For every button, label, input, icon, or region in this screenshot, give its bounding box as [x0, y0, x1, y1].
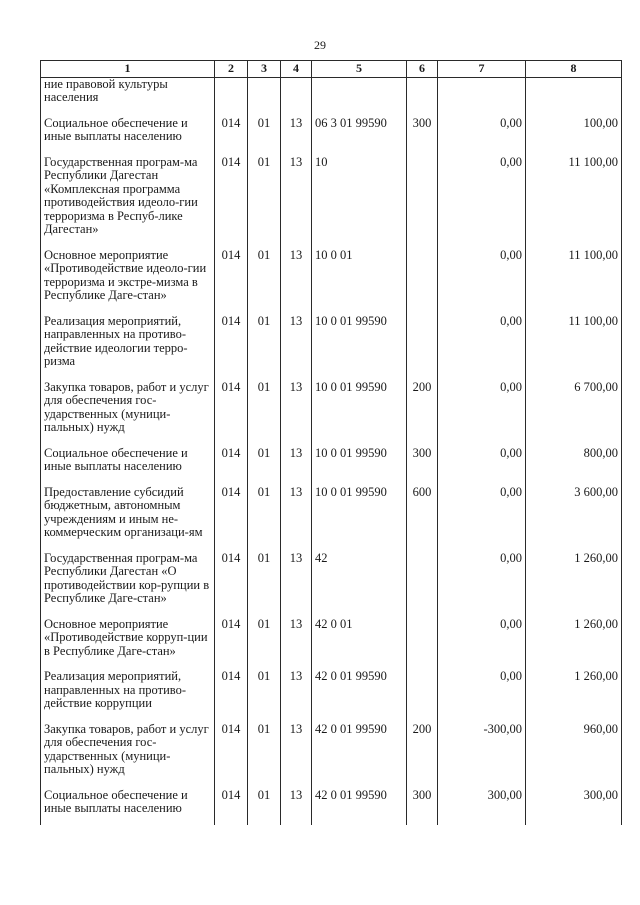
table-row: [41, 114, 622, 153]
amount-total: 11 100,00: [526, 153, 622, 246]
code-section: 01: [248, 378, 281, 444]
amount-change: 0,00: [438, 483, 526, 549]
code-section: [248, 77, 281, 114]
code-expense-type: [407, 667, 438, 720]
code-section: 01: [248, 667, 281, 720]
code-target-article: 42 0 01 99590: [312, 667, 407, 720]
amount-change: 0,00: [438, 246, 526, 312]
code-ministry: 014: [215, 114, 248, 153]
amount-total: 1 260,00: [526, 615, 622, 668]
amount-change: 0,00: [438, 312, 526, 378]
code-expense-type: [407, 549, 438, 615]
amount-change: 0,00: [438, 549, 526, 615]
amount-total: 100,00: [526, 114, 622, 153]
amount-change: 0,00: [438, 114, 526, 153]
code-subsection: 13: [281, 786, 312, 825]
code-ministry: 014: [215, 312, 248, 378]
column-header: 2: [215, 61, 248, 78]
amount-change: 0,00: [438, 615, 526, 668]
code-expense-type: [407, 153, 438, 246]
amount-total: 800,00: [526, 444, 622, 483]
code-target-article: 42 0 01 99590: [312, 786, 407, 825]
table-row: [41, 615, 622, 668]
code-target-article: 06 3 01 99590: [312, 114, 407, 153]
code-subsection: 13: [281, 667, 312, 720]
column-header: 1: [41, 61, 215, 78]
code-subsection: 13: [281, 312, 312, 378]
column-header: 6: [407, 61, 438, 78]
row-label: Реализация мероприятий, направленных на противо-действие идеологии терро-ризма: [41, 312, 215, 378]
row-label: Закупка товаров, работ и услуг для обеспечения гос-ударственных (муници-пальных) нужд: [41, 378, 215, 444]
amount-total: 300,00: [526, 786, 622, 825]
row-label: Социальное обеспечение и иные выплаты населению: [41, 114, 215, 153]
row-label: Закупка товаров, работ и услуг для обеспечения гос-ударственных (муници-пальных) нужд: [41, 720, 215, 786]
code-section: 01: [248, 246, 281, 312]
amount-total: 6 700,00: [526, 378, 622, 444]
table-header-row: [41, 61, 622, 78]
code-expense-type: [407, 246, 438, 312]
code-section: 01: [248, 153, 281, 246]
code-expense-type: 300: [407, 786, 438, 825]
code-target-article: [312, 77, 407, 114]
code-subsection: 13: [281, 483, 312, 549]
table-row: [41, 720, 622, 786]
code-subsection: 13: [281, 549, 312, 615]
table-row: [41, 246, 622, 312]
code-ministry: 014: [215, 483, 248, 549]
amount-total: [526, 77, 622, 114]
column-header: 8: [526, 61, 622, 78]
code-target-article: 10 0 01 99590: [312, 444, 407, 483]
code-subsection: 13: [281, 378, 312, 444]
table-row: [41, 444, 622, 483]
column-header: 5: [312, 61, 407, 78]
code-ministry: 014: [215, 786, 248, 825]
amount-total: 1 260,00: [526, 667, 622, 720]
code-ministry: 014: [215, 153, 248, 246]
code-ministry: 014: [215, 378, 248, 444]
code-target-article: 10 0 01: [312, 246, 407, 312]
code-ministry: 014: [215, 667, 248, 720]
code-section: 01: [248, 114, 281, 153]
column-header: 7: [438, 61, 526, 78]
amount-total: 960,00: [526, 720, 622, 786]
code-target-article: 42 0 01: [312, 615, 407, 668]
code-expense-type: 300: [407, 444, 438, 483]
amount-change: 0,00: [438, 444, 526, 483]
code-expense-type: [407, 77, 438, 114]
code-section: 01: [248, 549, 281, 615]
table-row: [41, 549, 622, 615]
code-target-article: 10 0 01 99590: [312, 483, 407, 549]
code-subsection: 13: [281, 720, 312, 786]
page-number: 29: [314, 38, 326, 52]
row-label: Основное мероприятие «Противодействие идеоло-гии терроризма и экстре-мизма в Республике Даге-стан»: [41, 246, 215, 312]
code-target-article: 10 0 01 99590: [312, 312, 407, 378]
table-row: [41, 312, 622, 378]
amount-total: 1 260,00: [526, 549, 622, 615]
row-label: Основное мероприятие «Противодействие корруп-ции в Республике Даге-стан»: [41, 615, 215, 668]
amount-total: 11 100,00: [526, 312, 622, 378]
code-section: 01: [248, 786, 281, 825]
table-row: [41, 378, 622, 444]
code-ministry: 014: [215, 615, 248, 668]
code-section: 01: [248, 483, 281, 549]
row-label: Государственная програм-ма Республики Дагестан «Комплексная программа противодействия идеоло-гии терроризма в Респуб-лике Дагестан»: [41, 153, 215, 246]
table-row: [41, 667, 622, 720]
code-expense-type: 200: [407, 378, 438, 444]
code-section: 01: [248, 312, 281, 378]
code-target-article: 10 0 01 99590: [312, 378, 407, 444]
code-subsection: [281, 77, 312, 114]
code-target-article: 42: [312, 549, 407, 615]
code-target-article: 42 0 01 99590: [312, 720, 407, 786]
table-row: [41, 153, 622, 246]
column-header: 4: [281, 61, 312, 78]
code-expense-type: 200: [407, 720, 438, 786]
code-section: 01: [248, 720, 281, 786]
table-row: [41, 786, 622, 825]
code-subsection: 13: [281, 615, 312, 668]
code-ministry: 014: [215, 549, 248, 615]
row-label: ние правовой культуры населения: [41, 77, 215, 114]
amount-change: 300,00: [438, 786, 526, 825]
table-row: [41, 483, 622, 549]
code-subsection: 13: [281, 114, 312, 153]
amount-change: 0,00: [438, 667, 526, 720]
code-ministry: [215, 77, 248, 114]
code-subsection: 13: [281, 444, 312, 483]
code-section: 01: [248, 444, 281, 483]
row-label: Реализация мероприятий, направленных на противо-действие коррупции: [41, 667, 215, 720]
amount-total: 11 100,00: [526, 246, 622, 312]
row-label: Социальное обеспечение и иные выплаты населению: [41, 444, 215, 483]
code-subsection: 13: [281, 246, 312, 312]
code-expense-type: [407, 615, 438, 668]
code-target-article: 10: [312, 153, 407, 246]
row-label: Государственная програм-ма Республики Дагестан «О противодействии кор-рупции в Республике Даге-стан»: [41, 549, 215, 615]
code-expense-type: 600: [407, 483, 438, 549]
column-header: 3: [248, 61, 281, 78]
budget-table: [40, 60, 622, 825]
amount-total: 3 600,00: [526, 483, 622, 549]
code-section: 01: [248, 615, 281, 668]
amount-change: 0,00: [438, 153, 526, 246]
code-expense-type: 300: [407, 114, 438, 153]
amount-change: [438, 77, 526, 114]
code-subsection: 13: [281, 153, 312, 246]
amount-change: 0,00: [438, 378, 526, 444]
code-ministry: 014: [215, 720, 248, 786]
table-body: [41, 77, 622, 825]
row-label: Социальное обеспечение и иные выплаты населению: [41, 786, 215, 825]
code-ministry: 014: [215, 444, 248, 483]
table-row: [41, 77, 622, 114]
row-label: Предоставление субсидий бюджетным, автономным учреждениям и иным не-коммерческим организаци-ям: [41, 483, 215, 549]
code-expense-type: [407, 312, 438, 378]
code-ministry: 014: [215, 246, 248, 312]
amount-change: -300,00: [438, 720, 526, 786]
